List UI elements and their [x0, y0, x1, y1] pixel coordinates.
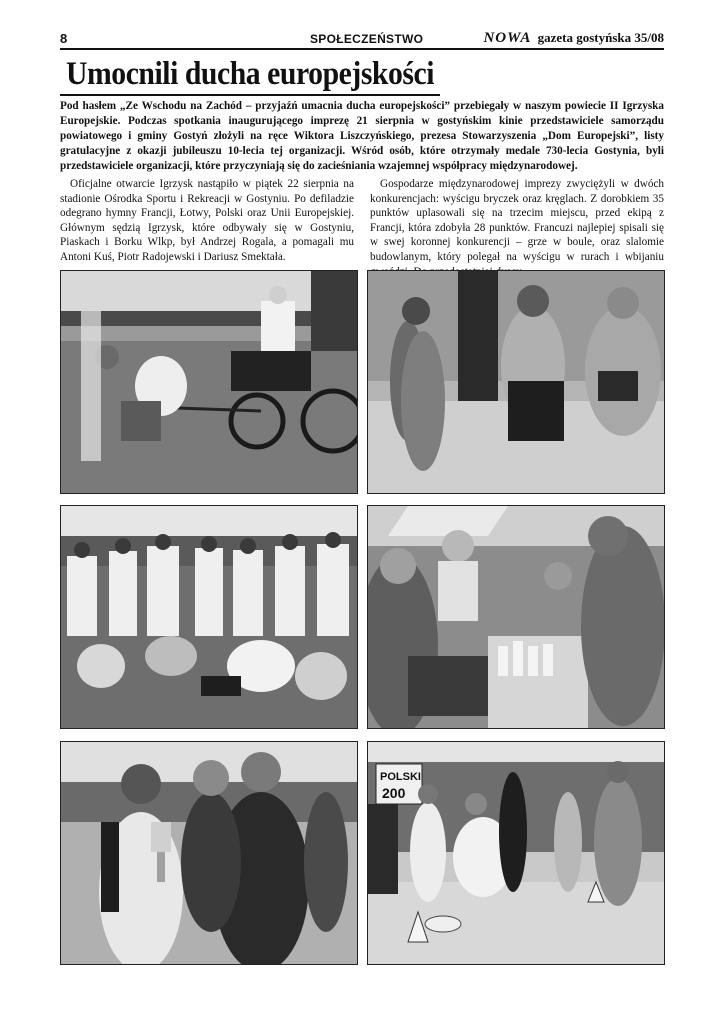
photo-award-ceremony — [60, 741, 358, 965]
publication-brand: NOWA — [483, 30, 532, 46]
publication-info — [483, 30, 664, 47]
page-header — [60, 30, 664, 50]
photo-carriage-race — [60, 270, 358, 494]
photo-group-on-grass — [60, 505, 358, 729]
photo-track-competition — [367, 741, 665, 965]
title-underline — [60, 94, 440, 96]
photo-refreshment-stand — [367, 505, 665, 729]
publication-issue: gazeta gostyńska 35/08 — [537, 30, 664, 45]
section-title: SPOŁECZEŃSTWO — [310, 32, 424, 46]
banner-year: 200 — [382, 785, 406, 801]
page-number: 8 — [60, 31, 68, 46]
photo-swimming-pool — [367, 270, 665, 494]
article-lead: Pod hasłem „Ze Wschodu na Zachód – przyjaźń umacnia ducha europejskości” przebiegały w naszym powiecie II Igrzyska Europejskie. Podczas spotkania inaugurującego imprezę 21 sierpnia w gostyńskim kinie przedstawiciele samorządu powiatowego i gminy Gostyń złożyli na ręce Wiktora Liszczyńskiego, prezesa Stowarzyszenia „Dom Europejski”, listy gratulacyjne z okazji jubileuszu 10-lecia tej organizacji. Wśród osób, które otrzymały medale 730-lecia Gostynia, byli przedstawiciele organizacji, które przyczyniają się do zacieśniania wzajemnej współpracy międzynarodowej. — [60, 100, 664, 173]
article-title: Umocnili ducha europejskości — [66, 56, 435, 92]
article-column-left: Oficjalne otwarcie Igrzysk nastąpiło w piątek 22 sierpnia na stadionie Ośrodka Sportu i Rekreacji w Gostyniu. Po defiladzie odegrano hymny Francji, Łotwy, Polski oraz Unii Europejskiej. Głównym sędzią Igrzysk, które odbywały się w Gostyniu, Piaskach i Borku Wlkp, był Andrzej Rogala, a pomagali mu Antoni Kuś, Piotr Radojewski i Dariusz Smektała. — [60, 178, 354, 263]
article-column-right: Gospodarze międzynarodowej imprezy zwyciężyli w dwóch konkurencjach: wyścigu bryczek oraz kręglach. Z dorobkiem 35 punktów uplasowali się na trzecim miejscu, przed ekipą z Francji, która zdobyła 28 punktów. Francuzi najlepiej spisali się w swej koronnej konkurencji – grze w boule, oraz slalomie budowlanym, który polegał na wyścigu w rurach i wbijaniu — [370, 178, 664, 263]
banner-text: POLSKI — [380, 771, 421, 783]
